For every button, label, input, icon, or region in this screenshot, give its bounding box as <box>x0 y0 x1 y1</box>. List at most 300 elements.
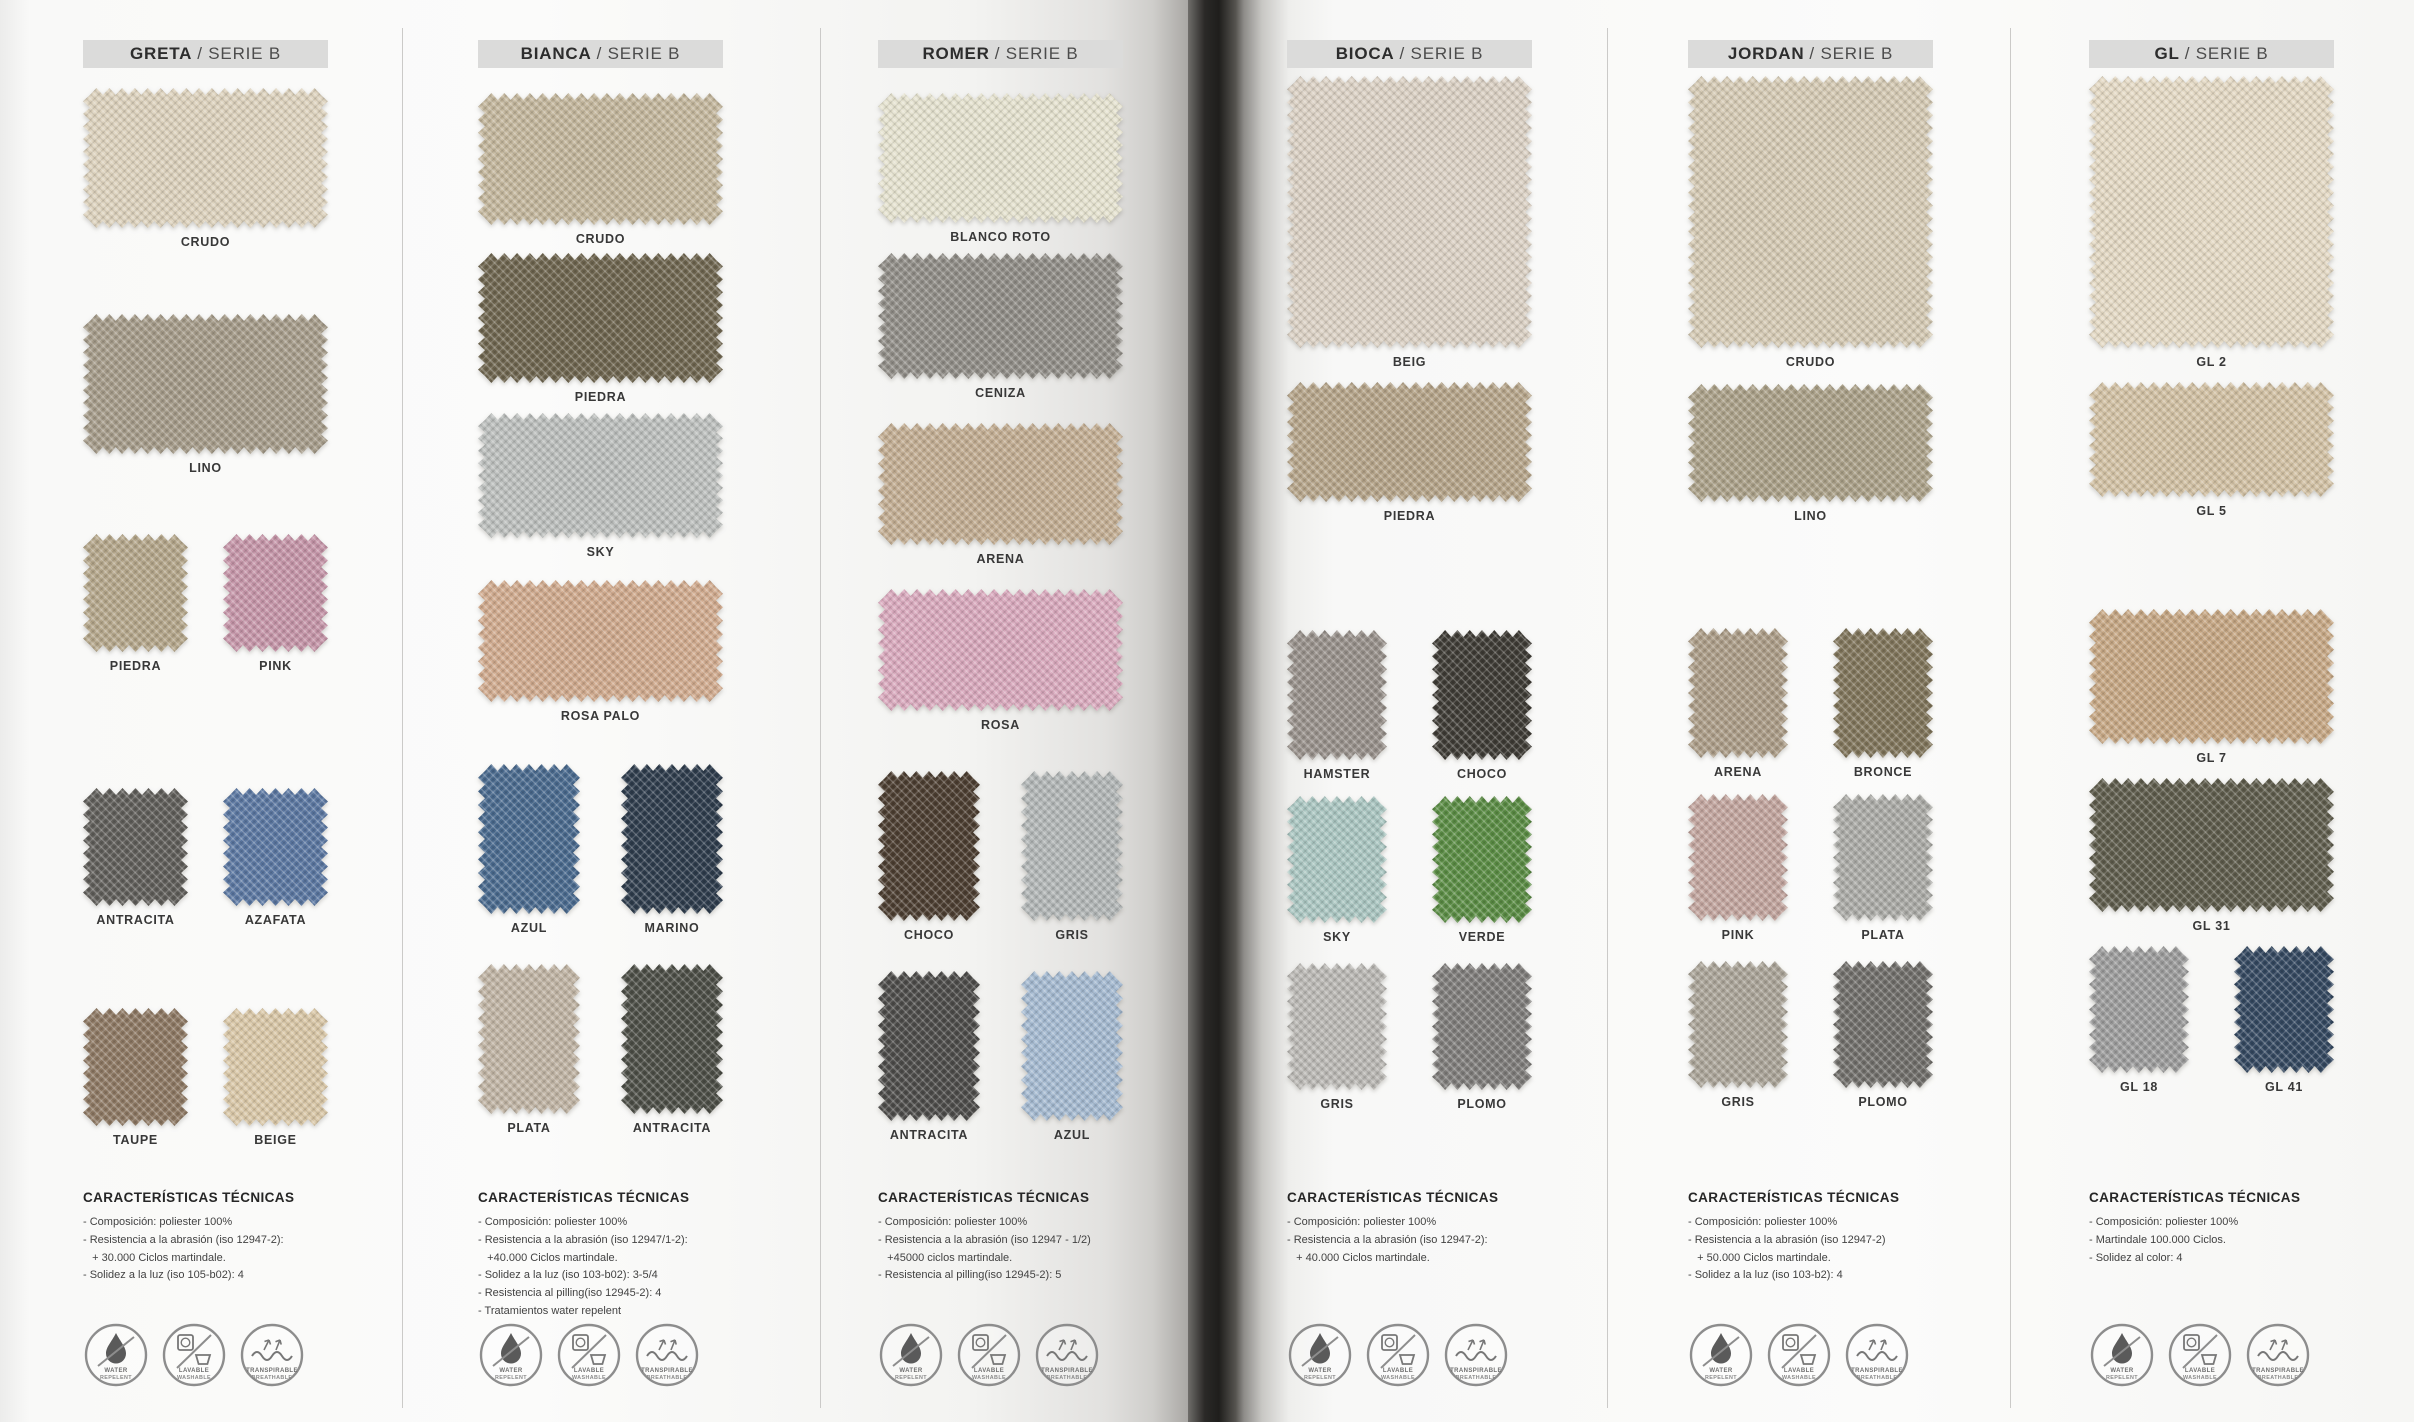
care-badges-row <box>1688 1322 1910 1388</box>
specs-title: CARACTERÍSTICAS TÉCNICAS <box>2089 1190 2301 1205</box>
swatch-piedra <box>478 253 723 383</box>
swatch-block <box>1287 76 1532 370</box>
swatch-cell <box>2234 946 2334 1095</box>
swatch-pair-row <box>1688 794 1933 943</box>
water-repellent-icon <box>1688 1322 1754 1388</box>
fabric-column-bianca <box>478 40 723 1381</box>
swatch-label-piedra: PIEDRA <box>109 659 162 673</box>
swatch-label-blanco-roto: BLANCO ROTO <box>950 230 1051 244</box>
swatch-edge-wrap <box>2089 946 2189 1073</box>
specs-line: - Resistencia a la abrasión (iso 12947-2): <box>83 1233 284 1246</box>
swatch-block <box>83 88 328 250</box>
swatch-gris <box>1021 771 1123 921</box>
series-header-jordan <box>1688 40 1933 68</box>
fabric-column-bioca <box>1287 40 1532 1381</box>
specs-title: CARACTERÍSTICAS TÉCNICAS <box>1287 1190 1499 1205</box>
swatch-label-gl-5: GL 5 <box>2196 504 2227 518</box>
specs-line: - Composición: poliester 100% <box>2089 1216 2239 1228</box>
swatch-edge-wrap <box>1287 630 1387 760</box>
specs-line: - Resistencia a la abrasión (iso 12947-2): <box>1287 1233 1488 1246</box>
swatch-block <box>878 253 1123 401</box>
series-header-bioca <box>1287 40 1532 68</box>
swatch-cell <box>1287 963 1387 1112</box>
specs-line: - Composición: poliester 100% <box>83 1216 233 1228</box>
badge-sublabel: BREATHABLE <box>2257 1375 2299 1381</box>
series-name: ROMER <box>922 44 990 63</box>
swatch-label-antracita: ANTRACITA <box>889 1128 969 1142</box>
swatch-pair-row <box>2089 946 2334 1095</box>
swatch-piedra <box>83 534 188 652</box>
care-badges-row <box>83 1322 305 1388</box>
swatch-label-crudo: CRUDO <box>1785 355 1836 369</box>
badge-sublabel: WASHABLE <box>971 1375 1007 1381</box>
swatch-pair-row <box>83 1008 328 1148</box>
swatch-label-choco: CHOCO <box>903 928 955 942</box>
swatch-edge-wrap <box>223 788 328 906</box>
swatch-block <box>1287 382 1532 524</box>
swatch-antracita <box>83 788 188 906</box>
swatch-cell <box>1287 382 1532 524</box>
swatch-plata <box>478 964 580 1114</box>
series-header-gl <box>2089 40 2334 68</box>
washable-icon <box>1766 1322 1832 1388</box>
swatch-cell <box>83 314 328 476</box>
badge-sublabel: WASHABLE <box>571 1375 607 1381</box>
swatch-pair-row <box>83 534 328 674</box>
swatch-crudo <box>1688 76 1933 348</box>
swatch-pair-row <box>878 971 1123 1143</box>
swatch-block <box>2089 609 2334 766</box>
swatch-edge-wrap <box>478 580 723 702</box>
swatch-block <box>478 580 723 724</box>
swatch-label-gris: GRIS <box>1320 1097 1354 1111</box>
swatch-cell <box>878 423 1123 567</box>
swatch-plomo <box>1432 963 1532 1090</box>
swatch-cell <box>878 253 1123 401</box>
swatch-label-rosa-palo: ROSA PALO <box>560 709 641 723</box>
specs-line: - Composición: poliester 100% <box>478 1216 628 1228</box>
swatch-block <box>1688 384 1933 524</box>
swatch-edge-wrap <box>478 764 580 914</box>
specs-title: CARACTERÍSTICAS TÉCNICAS <box>83 1190 295 1205</box>
washable-icon <box>1365 1322 1431 1388</box>
washable-icon <box>161 1322 227 1388</box>
swatch-edge-wrap <box>478 93 723 225</box>
swatch-cell <box>478 580 723 724</box>
swatch-edge-wrap <box>1432 630 1532 760</box>
column-divider <box>2010 28 2011 1408</box>
swatch-edge-wrap <box>878 971 980 1121</box>
swatch-edge-wrap <box>1287 796 1387 923</box>
swatch-cell <box>1287 76 1532 370</box>
swatch-block <box>2089 382 2334 519</box>
swatch-block <box>478 413 723 560</box>
swatch-label-crudo: CRUDO <box>180 235 231 249</box>
specs-line: - Resistencia a la abrasión (iso 12947-2) <box>1688 1233 1886 1246</box>
swatch-gl-2 <box>2089 76 2334 348</box>
swatch-cell <box>2089 382 2334 519</box>
swatch-label-beig: BEIG <box>1392 355 1427 369</box>
swatch-edge-wrap <box>1688 961 1788 1088</box>
technical-specs <box>2089 1190 2357 1267</box>
breathable-icon <box>1443 1322 1509 1388</box>
swatch-cell <box>1688 76 1933 370</box>
badge-label: WATER <box>104 1368 128 1374</box>
swatch-block <box>2089 778 2334 934</box>
swatch-label-gris: GRIS <box>1055 928 1089 942</box>
technical-specs <box>878 1190 1146 1285</box>
swatch-cell <box>478 93 723 247</box>
swatch-label-antracita: ANTRACITA <box>632 1121 712 1135</box>
breathable-icon <box>239 1322 305 1388</box>
swatch-label-lino: LINO <box>1794 509 1827 523</box>
column-divider <box>820 28 821 1408</box>
care-badges-row <box>1287 1322 1509 1388</box>
badge-sublabel: WASHABLE <box>1781 1375 1817 1381</box>
swatch-pair-row <box>878 771 1123 943</box>
series-suffix: / SERIE B <box>994 44 1079 63</box>
swatch-pink <box>223 534 328 652</box>
swatch-label-bronce: BRONCE <box>1853 765 1913 779</box>
badge-label: TRANSPIRABLE <box>1041 1368 1093 1374</box>
series-suffix: / SERIE B <box>1809 44 1894 63</box>
swatch-label-beige: BEIGE <box>254 1133 297 1147</box>
swatch-cell <box>1688 794 1788 943</box>
swatch-azul <box>478 764 580 914</box>
swatch-cell <box>478 253 723 405</box>
technical-specs <box>478 1190 746 1321</box>
badge-label: WATER <box>499 1368 523 1374</box>
series-name: BIOCA <box>1335 44 1395 63</box>
swatch-label-gl-7: GL 7 <box>2196 751 2227 765</box>
swatch-edge-wrap <box>621 764 723 914</box>
specs-title: CARACTERÍSTICAS TÉCNICAS <box>878 1190 1090 1205</box>
swatch-pair-row <box>1287 963 1532 1112</box>
swatch-edge-wrap <box>621 964 723 1114</box>
water-repellent-icon <box>2089 1322 2155 1388</box>
swatch-gl-41 <box>2234 946 2334 1073</box>
swatch-piedra <box>1287 382 1532 502</box>
swatch-cell <box>478 964 580 1136</box>
swatch-edge-wrap <box>478 964 580 1114</box>
swatch-label-ceniza: CENIZA <box>975 386 1026 400</box>
swatch-beige <box>223 1008 328 1126</box>
specs-title: CARACTERÍSTICAS TÉCNICAS <box>1688 1190 1900 1205</box>
specs-line: - Solidez a la luz (iso 103-b02): 3-5/4 <box>478 1269 658 1282</box>
badge-label: LAVABLE <box>973 1368 1005 1374</box>
swatch-label-gris: GRIS <box>1721 1095 1755 1109</box>
swatch-label-plata: PLATA <box>1861 928 1905 942</box>
fabric-column-romer <box>878 40 1123 1381</box>
badge-sublabel: WASHABLE <box>176 1375 212 1381</box>
swatch-label-plata: PLATA <box>507 1121 551 1135</box>
swatch-edge-wrap <box>1432 796 1532 923</box>
specs-line: + 40.000 Ciclos martindale. <box>1287 1251 1430 1264</box>
swatch-cell <box>223 534 328 674</box>
swatch-antracita <box>621 964 723 1114</box>
badge-sublabel: REPELENT <box>100 1375 132 1381</box>
swatch-cell <box>223 788 328 928</box>
swatch-edge-wrap <box>2089 609 2334 744</box>
badge-sublabel: WASHABLE <box>2182 1375 2218 1381</box>
water-repellent-icon <box>1287 1322 1353 1388</box>
swatch-label-sky: SKY <box>1323 930 1351 944</box>
fabric-column-jordan <box>1688 40 1933 1381</box>
swatch-arena <box>878 423 1123 545</box>
badge-label: TRANSPIRABLE <box>641 1368 693 1374</box>
swatch-bronce <box>1833 628 1933 758</box>
badge-sublabel: BREATHABLE <box>1046 1375 1088 1381</box>
swatch-block <box>878 423 1123 567</box>
breathable-icon <box>634 1322 700 1388</box>
badge-label: WATER <box>899 1368 923 1374</box>
swatch-edge-wrap <box>1833 794 1933 921</box>
swatch-edge-wrap <box>1287 382 1532 502</box>
swatch-label-plomo: PLOMO <box>1858 1095 1908 1109</box>
swatch-label-azul: AZUL <box>1053 1128 1091 1142</box>
swatch-edge-wrap <box>878 423 1123 545</box>
care-badges-row <box>478 1322 700 1388</box>
swatch-label-taupe: TAUPE <box>113 1133 158 1147</box>
swatch-block <box>878 589 1123 733</box>
swatch-label-gl-18: GL 18 <box>2119 1080 2158 1094</box>
swatch-label-gl-31: GL 31 <box>2192 919 2231 933</box>
swatch-edge-wrap <box>83 534 188 652</box>
swatch-cell <box>1432 630 1532 782</box>
specs-line: - Martindale 100.000 Ciclos. <box>2089 1233 2226 1246</box>
badge-sublabel: BREATHABLE <box>251 1375 293 1381</box>
badge-sublabel: REPELENT <box>2106 1375 2138 1381</box>
series-suffix: / SERIE B <box>197 44 281 63</box>
swatch-label-choco: CHOCO <box>1456 767 1508 781</box>
specs-line: +45000 ciclos martindale. <box>878 1251 1013 1264</box>
swatch-gris <box>1688 961 1788 1088</box>
specs-title: CARACTERÍSTICAS TÉCNICAS <box>478 1190 690 1205</box>
swatch-edge-wrap <box>223 1008 328 1126</box>
badge-sublabel: REPELENT <box>1304 1375 1336 1381</box>
swatch-cell <box>1432 963 1532 1112</box>
washable-icon <box>556 1322 622 1388</box>
badge-sublabel: REPELENT <box>495 1375 527 1381</box>
swatch-edge-wrap <box>83 788 188 906</box>
badge-label: WATER <box>1709 1368 1733 1374</box>
swatch-edge-wrap <box>1833 628 1933 758</box>
specs-line: - Resistencia a la abrasión (iso 12947/1-2): <box>478 1233 688 1246</box>
specs-line: - Solidez al color: 4 <box>2089 1251 2183 1264</box>
swatch-cell <box>1833 961 1933 1110</box>
swatch-cell <box>83 788 188 928</box>
specs-line: - Composición: poliester 100% <box>1688 1216 1838 1228</box>
swatch-block <box>83 314 328 476</box>
series-name: GL <box>2154 44 2180 63</box>
swatch-edge-wrap <box>878 771 980 921</box>
swatch-cell <box>478 413 723 560</box>
swatch-label-arena: ARENA <box>1714 765 1762 779</box>
swatch-edge-wrap <box>1833 961 1933 1088</box>
swatch-ceniza <box>878 253 1123 379</box>
swatch-edge-wrap <box>1688 628 1788 758</box>
series-name: GRETA <box>130 44 193 63</box>
swatch-label-arena: ARENA <box>976 552 1025 566</box>
swatch-cell <box>878 771 980 943</box>
swatch-cell <box>83 534 188 674</box>
swatch-verde <box>1432 796 1532 923</box>
swatch-edge-wrap <box>83 1008 188 1126</box>
swatch-cell <box>2089 778 2334 934</box>
swatch-marino <box>621 764 723 914</box>
specs-line: + 30.000 Ciclos martindale. <box>83 1251 226 1264</box>
swatch-cell <box>1021 971 1123 1143</box>
swatch-pair-row <box>478 964 723 1136</box>
water-repellent-icon <box>83 1322 149 1388</box>
swatch-sky <box>1287 796 1387 923</box>
swatch-label-hamster: HAMSTER <box>1303 767 1371 781</box>
swatch-edge-wrap <box>2089 382 2334 497</box>
care-badges-row <box>878 1322 1100 1388</box>
swatch-label-rosa: ROSA <box>981 718 1020 732</box>
swatch-gl-7 <box>2089 609 2334 744</box>
fabric-column-greta <box>83 40 328 1381</box>
badge-label: LAVABLE <box>2184 1368 2216 1374</box>
page-fold <box>1188 0 1244 1422</box>
swatch-edge-wrap <box>878 253 1123 379</box>
swatch-plomo <box>1833 961 1933 1088</box>
swatch-crudo <box>83 88 328 228</box>
swatch-cell <box>223 1008 328 1148</box>
column-divider <box>1607 28 1608 1408</box>
specs-line: - Solidez a la luz (iso 105-b02): 4 <box>83 1269 244 1282</box>
swatch-edge-wrap <box>1688 384 1933 502</box>
badge-sublabel: WASHABLE <box>1380 1375 1416 1381</box>
specs-line: - Resistencia al pilling(iso 12945-2): 4 <box>478 1287 662 1300</box>
badge-label: WATER <box>1308 1368 1332 1374</box>
swatch-edge-wrap <box>478 413 723 538</box>
washable-icon <box>956 1322 1022 1388</box>
swatch-edge-wrap <box>1688 794 1788 921</box>
swatch-antracita <box>878 971 980 1121</box>
badge-label: LAVABLE <box>1382 1368 1414 1374</box>
swatch-block <box>878 93 1123 245</box>
swatch-cell <box>83 1008 188 1148</box>
badge-label: LAVABLE <box>1783 1368 1815 1374</box>
specs-line: + 50.000 Ciclos martindale. <box>1688 1251 1831 1264</box>
swatch-cell <box>878 971 980 1143</box>
specs-line: - Resistencia a la abrasión (iso 12947 - 1/2) <box>878 1233 1091 1246</box>
swatch-cell <box>2089 609 2334 766</box>
swatch-beig <box>1287 76 1532 348</box>
swatch-pair-row <box>1287 796 1532 945</box>
series-suffix: / SERIE B <box>1399 44 1484 63</box>
badge-label: TRANSPIRABLE <box>246 1368 298 1374</box>
swatch-blanco-roto <box>878 93 1123 223</box>
swatch-azafata <box>223 788 328 906</box>
swatch-label-plomo: PLOMO <box>1457 1097 1507 1111</box>
specs-line: - Resistencia al pilling(iso 12945-2): 5 <box>878 1269 1062 1282</box>
specs-line: - Composición: poliester 100% <box>878 1216 1028 1228</box>
badge-label: LAVABLE <box>178 1368 210 1374</box>
breathable-icon <box>1844 1322 1910 1388</box>
swatch-label-piedra: PIEDRA <box>574 390 627 404</box>
swatch-edge-wrap <box>83 314 328 454</box>
badge-label: LAVABLE <box>573 1368 605 1374</box>
swatch-plata <box>1833 794 1933 921</box>
swatch-azul <box>1021 971 1123 1121</box>
swatch-edge-wrap <box>1432 963 1532 1090</box>
fabric-column-gl <box>2089 40 2334 1381</box>
swatch-edge-wrap <box>2089 76 2334 348</box>
swatch-taupe <box>83 1008 188 1126</box>
swatch-cell <box>2089 946 2189 1095</box>
washable-icon <box>2167 1322 2233 1388</box>
swatch-label-azafata: AZAFATA <box>244 913 307 927</box>
specs-line: +40.000 Ciclos martindale. <box>478 1251 618 1264</box>
swatch-label-sky: SKY <box>586 545 615 559</box>
series-name: JORDAN <box>1727 44 1805 63</box>
swatch-cell <box>1833 794 1933 943</box>
swatch-label-lino: LINO <box>189 461 222 475</box>
swatch-cell <box>621 964 723 1136</box>
swatch-block <box>1688 76 1933 370</box>
swatch-arena <box>1688 628 1788 758</box>
badge-label: TRANSPIRABLE <box>1450 1368 1502 1374</box>
swatch-edge-wrap <box>1287 963 1387 1090</box>
swatch-cell <box>83 88 328 250</box>
swatch-gl-31 <box>2089 778 2334 912</box>
swatch-lino <box>83 314 328 454</box>
swatch-pair-row <box>1287 630 1532 782</box>
column-divider <box>402 28 403 1408</box>
swatch-label-azul: AZUL <box>510 921 548 935</box>
series-suffix: / SERIE B <box>596 44 681 63</box>
badge-sublabel: BREATHABLE <box>1856 1375 1898 1381</box>
badge-sublabel: REPELENT <box>895 1375 927 1381</box>
badge-sublabel: REPELENT <box>1705 1375 1737 1381</box>
water-repellent-icon <box>478 1322 544 1388</box>
swatch-edge-wrap <box>478 253 723 383</box>
swatch-edge-wrap <box>2089 778 2334 912</box>
badge-label: TRANSPIRABLE <box>1851 1368 1903 1374</box>
swatch-label-verde: VERDE <box>1458 930 1506 944</box>
swatch-cell <box>1432 796 1532 945</box>
swatch-cell <box>1688 384 1933 524</box>
swatch-gris <box>1287 963 1387 1090</box>
series-header-bianca <box>478 40 723 68</box>
badge-sublabel: BREATHABLE <box>1455 1375 1497 1381</box>
swatch-rosa <box>878 589 1123 711</box>
swatch-crudo <box>478 93 723 225</box>
swatch-label-pink: PINK <box>1721 928 1755 942</box>
swatch-label-pink: PINK <box>259 659 292 673</box>
swatch-gl-5 <box>2089 382 2334 497</box>
swatch-cell <box>1833 628 1933 780</box>
swatch-label-antracita: ANTRACITA <box>96 913 175 927</box>
swatch-sky <box>478 413 723 538</box>
swatch-block <box>478 93 723 247</box>
swatch-pair-row <box>1688 961 1933 1110</box>
series-header-romer <box>878 40 1123 68</box>
water-repellent-icon <box>878 1322 944 1388</box>
swatch-pair-row <box>1688 628 1933 780</box>
swatch-cell <box>878 589 1123 733</box>
swatch-cell <box>1287 630 1387 782</box>
swatch-label-gl-2: GL 2 <box>2196 355 2227 369</box>
swatch-cell <box>621 764 723 936</box>
swatch-pair-row <box>83 788 328 928</box>
swatch-label-crudo: CRUDO <box>575 232 626 246</box>
swatch-cell <box>1688 628 1788 780</box>
swatch-edge-wrap <box>878 93 1123 223</box>
swatch-lino <box>1688 384 1933 502</box>
